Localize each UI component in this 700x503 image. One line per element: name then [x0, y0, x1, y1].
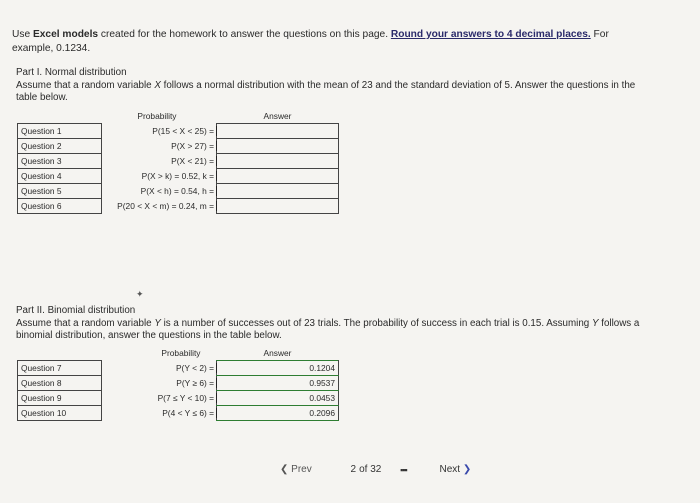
answer-header: Answer	[263, 348, 292, 358]
question-label: Question 7	[18, 361, 102, 376]
variable-y: Y	[591, 317, 599, 329]
grid-icon[interactable]: ▪▪▪	[400, 464, 407, 475]
page-number: 2	[350, 464, 357, 476]
answer-header: Answer	[263, 111, 292, 121]
table-row	[18, 124, 339, 139]
instructions	[12, 28, 652, 56]
normal-table	[17, 109, 339, 214]
answer-input[interactable]: 0.1204	[217, 361, 339, 376]
question-label: Question 1	[18, 124, 102, 139]
table-row	[18, 139, 339, 154]
mouse-cursor-icon	[136, 293, 142, 301]
part2-desc: Assume that a random variable	[16, 317, 155, 329]
part1-desc: follows a normal distribution with the mean of 23 and the standard deviation of 5. Answer the questions in the table below.	[16, 79, 636, 103]
answer-input[interactable]	[217, 139, 339, 154]
next-button[interactable]	[439, 464, 471, 475]
probability-expression: P(7 ≤ Y < 10) =	[157, 393, 214, 403]
question-label: Question 9	[18, 391, 102, 406]
probability-expression: P(20 < X < m) = 0.24, m =	[117, 201, 214, 211]
question-label: Question 4	[18, 169, 102, 184]
table-row	[18, 376, 339, 391]
probability-expression: P(Y < 2) =	[175, 363, 214, 373]
answer-input[interactable]: 0.9537	[217, 376, 339, 391]
question-label: Question 10	[18, 406, 102, 421]
answer-input[interactable]	[217, 154, 339, 169]
part2-desc: is a number of successes out of 23 trials. The probability of success in each trial is 0.15. Assuming	[160, 317, 592, 329]
question-label: Question 5	[18, 184, 102, 199]
chevron-left-icon: ❮	[280, 464, 289, 475]
part2-title: Part II. Binomial distribution	[16, 305, 136, 316]
answer-input[interactable]	[217, 169, 339, 184]
table-row	[18, 184, 339, 199]
question-label: Question 3	[18, 154, 102, 169]
chevron-right-icon: ❯	[462, 464, 472, 475]
pagination	[280, 464, 471, 475]
part1-description	[16, 67, 636, 105]
table-row	[18, 199, 339, 214]
table-row	[18, 154, 339, 169]
probability-header: Probability	[137, 111, 177, 122]
part1-title: Part I. Normal distribution	[16, 67, 127, 78]
probability-header: Probability	[161, 348, 201, 359]
table-row	[18, 169, 339, 184]
answer-input[interactable]	[217, 124, 339, 139]
page-total: of 32	[359, 464, 382, 476]
table-row	[18, 406, 339, 421]
part2-desc: follows a binomial distribution, answer the questions in the table below.	[16, 317, 640, 341]
part1-desc: Assume that a random variable	[16, 79, 155, 91]
question-label: Question 6	[18, 199, 102, 214]
part2-description	[16, 305, 666, 343]
probability-expression: P(4 < Y ≤ 6) =	[162, 408, 214, 418]
probability-expression: P(X < h) = 0.54, h =	[140, 186, 214, 196]
intro-example: For example, 0.1234.	[12, 29, 609, 54]
answer-input[interactable]: 0.2096	[217, 406, 339, 421]
answer-input[interactable]: 0.0453	[217, 391, 339, 406]
variable-y: Y	[154, 317, 161, 329]
question-label: Question 2	[18, 139, 102, 154]
probability-expression: P(X > 27) =	[171, 141, 214, 151]
answer-input[interactable]	[217, 199, 339, 214]
question-label: Question 8	[18, 376, 102, 391]
table-row	[18, 391, 339, 406]
probability-expression: P(X > k) = 0.52, k =	[141, 171, 214, 181]
intro-text: created for the homework to answer the questions on this page.	[98, 29, 391, 40]
table-row	[18, 361, 339, 376]
prev-label: Prev	[291, 464, 312, 475]
binomial-table	[17, 346, 339, 421]
probability-expression: P(15 < X < 25) =	[152, 126, 214, 136]
next-label: Next	[439, 464, 461, 475]
variable-x: X	[154, 79, 161, 91]
rounding-note: Round your answers to 4 decimal places.	[390, 29, 591, 40]
probability-expression: P(X < 21) =	[171, 156, 214, 166]
excel-models-text: Excel models	[32, 29, 99, 40]
prev-button[interactable]	[280, 464, 312, 475]
probability-expression: P(Y ≥ 6) =	[176, 378, 214, 388]
answer-input[interactable]	[217, 184, 339, 199]
intro-text: Use	[12, 29, 33, 40]
